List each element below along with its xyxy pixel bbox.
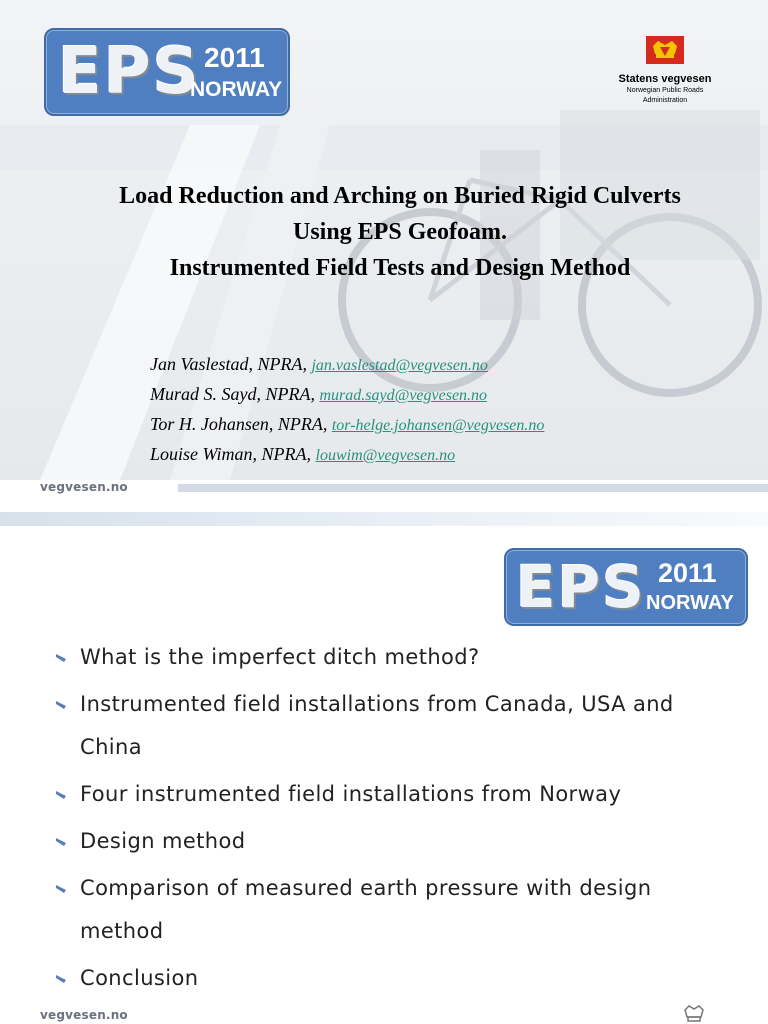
title-line-1: Load Reduction and Arching on Buried Rigid Culverts [119,183,681,209]
agency-name: Statens vegvesen [618,73,712,85]
logo-country: NORWAY [646,592,734,614]
logo-letters: EPS [58,35,201,109]
list-item [56,867,736,953]
author-row [150,350,750,380]
slide-title [30,178,768,286]
agency-subtitle-line2: Administration [642,97,688,104]
author-name: Jan Vaslestad, NPRA, [150,354,307,374]
list-item-text: Four instrumented field installations from Norway [80,782,622,806]
list-item-text: Instrumented field installations from Canada, USA and China [80,692,674,759]
eps-2011-logo [504,548,748,626]
footer-url: vegvesen.no [40,480,128,494]
bullet-arrow-icon [56,701,66,709]
logo-letters: EPS [516,553,646,621]
footer-band [0,512,768,526]
bullet-arrow-icon [56,654,66,662]
agenda-slide [0,532,768,1024]
crown-emblem-icon [644,34,686,66]
title-line-2: Using EPS Geofoam. [292,219,507,245]
bullet-arrow-icon [56,885,66,893]
list-item-text: Design method [80,829,246,853]
agency-subtitle-line1: Norwegian Public Roads [626,87,704,94]
logo-year: 2011 [658,558,717,588]
author-row [150,410,750,440]
list-item [56,773,736,816]
list-item [56,820,736,863]
author-email-link[interactable]: tor-helge.johansen@vegvesen.no [331,417,545,434]
logo-year: 2011 [204,42,265,73]
footer-url: vegvesen.no [40,1008,128,1022]
author-row [150,380,750,410]
author-name: Murad S. Sayd, NPRA, [150,384,315,404]
title-line-3: Instrumented Field Tests and Design Method [169,255,631,281]
list-item-text: What is the imperfect ditch method? [80,645,480,669]
author-email-link[interactable]: louwim@vegvesen.no [315,447,456,464]
crown-emblem-icon [682,1002,706,1024]
footer-divider [178,484,768,492]
logo-country: NORWAY [190,78,283,101]
author-name: Louise Wiman, NPRA, [150,444,311,464]
list-item [56,636,736,679]
list-item-text: Comparison of measured earth pressure with design method [80,876,652,943]
statens-vegvesen-logo [610,34,720,105]
author-email-link[interactable]: murad.sayd@vegvesen.no [319,387,488,404]
list-item-text: Conclusion [80,966,199,990]
author-row [150,440,750,470]
author-name: Tor H. Johansen, NPRA, [150,414,328,434]
author-email-link[interactable]: jan.vaslestad@vegvesen.no [311,357,488,374]
bullet-arrow-icon [56,975,66,983]
list-item [56,683,736,769]
author-list [150,350,750,470]
eps-2011-logo [44,28,290,116]
bullet-arrow-icon [56,838,66,846]
agenda-list [56,636,736,1004]
bullet-arrow-icon [56,791,66,799]
list-item [56,957,736,1000]
